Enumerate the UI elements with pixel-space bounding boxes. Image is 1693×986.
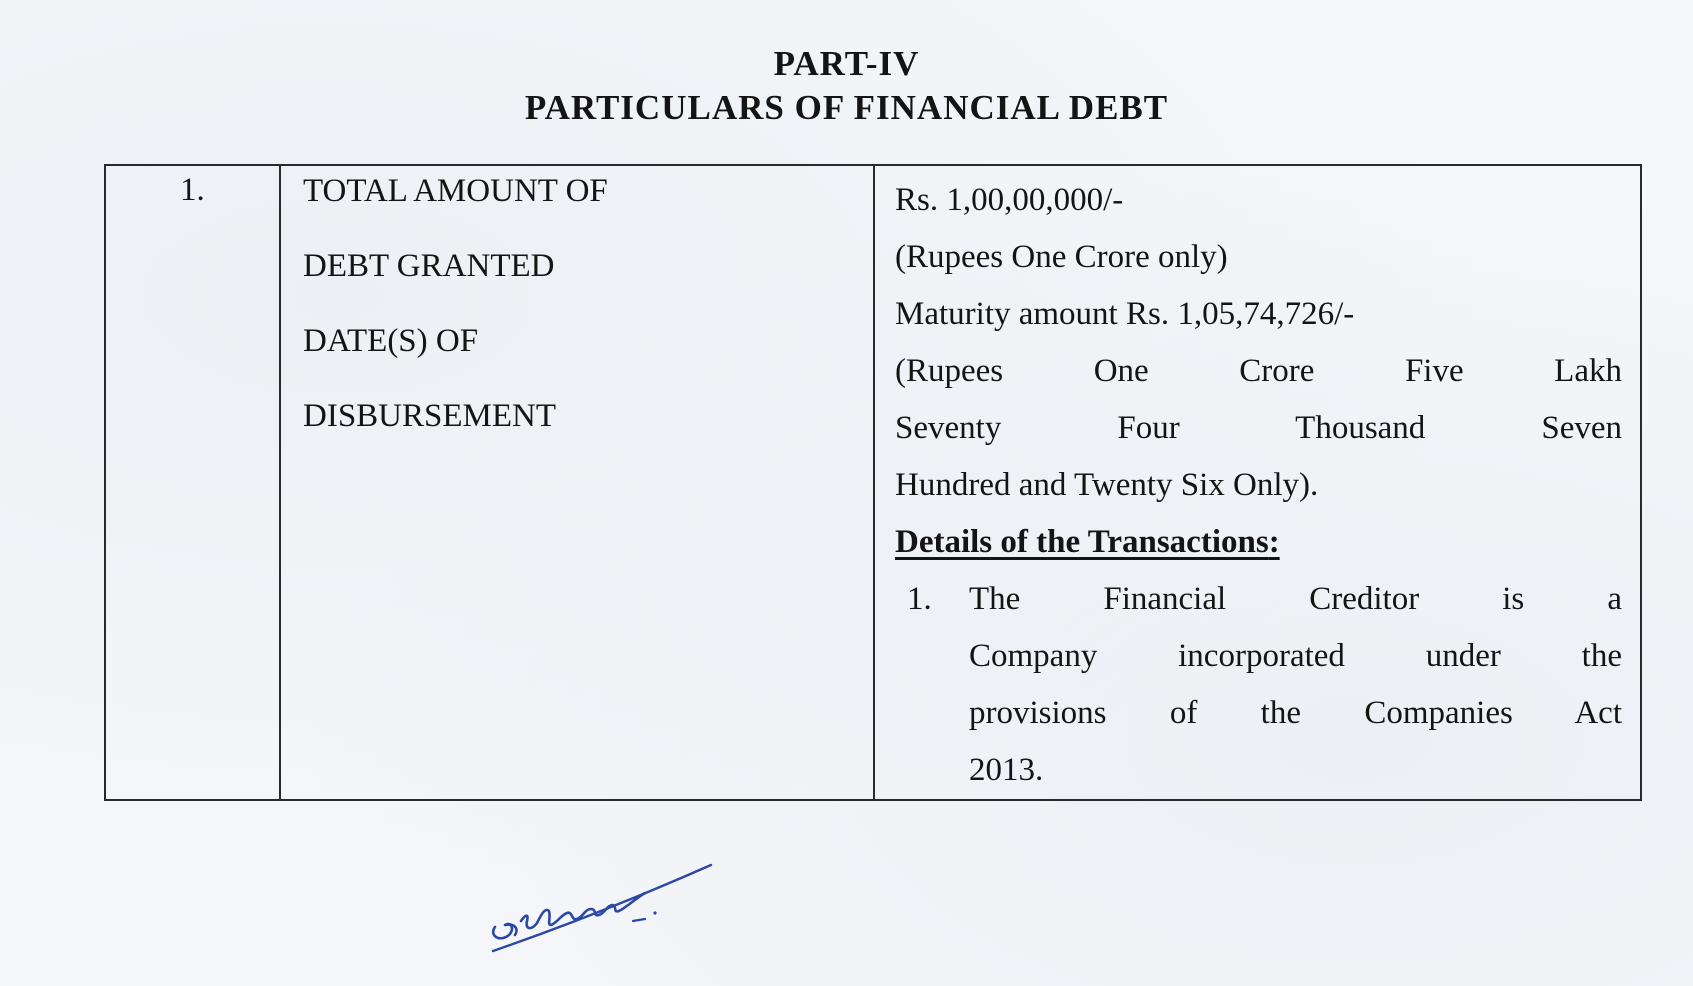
maturity-words-line: Seventy Four Thousand Seven [895, 410, 1622, 446]
label-line: TOTAL AMOUNT OF [303, 173, 608, 209]
particulars-label [281, 154, 873, 454]
details-heading-colon: : [1268, 524, 1280, 560]
part-heading: PART-IV [773, 44, 920, 83]
label-line: DATE(S) OF [303, 323, 479, 359]
details-heading [895, 514, 1622, 571]
maturity-words-line: Hundred and Twenty Six Only). [895, 467, 1319, 503]
serial-number: 1. [180, 172, 205, 208]
details-heading-text: Details of the Transactions [895, 524, 1269, 560]
serial-number-cell [105, 165, 280, 800]
particulars-label-cell [280, 165, 874, 800]
list-item [895, 571, 1622, 799]
maturity-amount: Maturity amount Rs. 1,05,74,726/- [895, 296, 1355, 332]
debt-amount: Rs. 1,00,00,000/- [895, 182, 1124, 218]
list-item-line: Company incorporated under the [969, 638, 1622, 674]
maturity-words-line: (Rupees One Crore Five Lakh [895, 353, 1622, 389]
list-item-marker: 1. [907, 581, 932, 617]
particulars-value-cell [874, 165, 1641, 800]
section-title: PARTICULARS OF FINANCIAL DEBT [524, 88, 1169, 127]
label-line: DISBURSEMENT [303, 398, 557, 434]
financial-debt-table [104, 164, 1642, 801]
signature-icon [485, 855, 735, 965]
list-item-line: 2013. [969, 752, 1044, 788]
table-row [105, 165, 1641, 800]
debt-amount-words: (Rupees One Crore only) [895, 239, 1228, 275]
particulars-value [875, 166, 1640, 799]
list-item-line: provisions of the Companies Act [969, 695, 1622, 731]
list-item-line: The Financial Creditor is a [969, 581, 1622, 617]
label-line: DEBT GRANTED [303, 248, 555, 284]
